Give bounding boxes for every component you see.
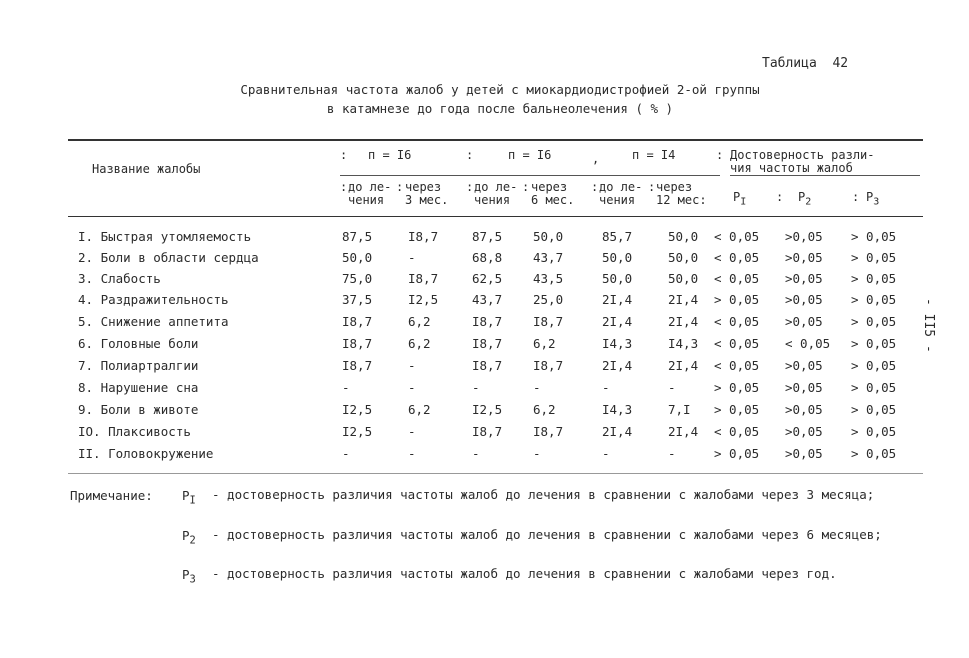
table-number: Таблица 42: [762, 56, 849, 71]
header-before-3b: чения: [599, 193, 636, 207]
header-sep: :: [396, 180, 404, 194]
header-before-2b: чения: [474, 193, 511, 207]
header-sep: :: [591, 180, 599, 194]
page-number: - II5 -: [921, 298, 936, 353]
note-p3-symbol: $P_3$: [182, 567, 196, 586]
table-title-line2: в катамнезе до года после бальнеолечения ( % ): [326, 101, 674, 116]
header-reliability-line2: чия частоты жалоб: [730, 161, 853, 175]
note-p2-symbol: $P_2$: [182, 528, 196, 547]
header-after3b: 3 мес.: [405, 193, 449, 207]
header-complaint-name: Название жалобы: [92, 162, 201, 176]
header-sep: :: [340, 148, 348, 162]
header-n3: п = I4: [632, 148, 676, 162]
header-sep: ,: [592, 152, 600, 166]
note-p1-text: - достоверность различия частоты жалоб до лечения в сравнении с жалобами через 3 месяца;: [212, 487, 875, 502]
table-title-line1: Сравнительная частота жалоб у детей с миокардиодистрофией 2-ой группы: [240, 82, 760, 97]
note-p1-symbol: $P_I$: [182, 488, 196, 507]
header-before-2: до ле-: [474, 180, 518, 194]
header-bottom-rule: [68, 216, 923, 217]
note-p3-text: - достоверность различия частоты жалоб до лечения в сравнении с жалобами через год.: [212, 566, 837, 581]
header-sep: :: [340, 180, 348, 194]
header-sep: :: [522, 180, 530, 194]
header-reliability-line1: Достоверность разли-: [730, 148, 875, 162]
header-p3: $P_3$: [866, 190, 880, 208]
header-divider: [340, 175, 720, 176]
header-sep: :: [852, 190, 860, 204]
header-before-1b: чения: [348, 193, 385, 207]
header-sep: :: [716, 148, 724, 162]
header-after3: через: [405, 180, 442, 194]
header-after12: через: [656, 180, 693, 194]
header-after12b: 12 мес:: [656, 193, 707, 207]
table-bottom-rule: [68, 473, 923, 474]
table-top-rule: [68, 139, 923, 141]
header-p2: $P_2$: [798, 190, 812, 208]
header-before-3: до ле-: [599, 180, 643, 194]
header-after6b: 6 мес.: [531, 193, 575, 207]
header-sep: :: [466, 180, 474, 194]
note-p2-text: - достоверность различия частоты жалоб до лечения в сравнении с жалобами через 6 месяцев;: [212, 527, 882, 542]
header-sep: :: [776, 190, 784, 204]
header-n2: п = I6: [508, 148, 552, 162]
header-after6: через: [531, 180, 568, 194]
header-sep: :: [648, 180, 656, 194]
header-n1: п = I6: [368, 148, 412, 162]
header-sep: :: [466, 148, 474, 162]
document-page: Таблица 42 Сравнительная частота жалоб у детей с миокардиодистрофией 2-ой группы в катамнезе до года после бальнеолечения ( % ) Название жалобы : п = I6 : п = I6 , п = I4 : Достоверность разли- чия частоты жалоб : до ле- чения : через 3 мес. : до ле- чения : через 6 мес. : до ле- чения : через 12 мес: $P_I$ : $P_2$ : $P_3$ I. Быстрая утомляемость 87,5 I8,7 87,5 50,0 85,7 50,0 < 0,05 >0,05 > 0,05 2. Боли в области сердца 50,0 - 68,8 43,7 50,0 50,0 < 0,05 >0,05 > 0,05 3. Слабость 75,0 I8,7 62,5 43,5 50,0 50,0 < 0,05 >0,05 > 0,05 4. Раздражительность 37,5 I2,5 43,7 25,0 2I,4 2I,4 > 0,05 >0,05 > 0,05 5. Снижение аппетита I8,7 6,2 I8,7 I8,7 2I,4 2I,4 < 0,05 >0,05 > 0,05 6. Головные боли I8,7 6,2 I8,7 6,2 I4,3 I4,3 < 0,05 < 0,05 > 0,05 7. Полиартралгии I8,7 - I8,7 I8,7 2I,4 2I,4 < 0,05 >0,05 > 0,05 8. Нарушение сна - - - - - - > 0,05 >0,05 > 0,05 9. Боли в животе I2,5 6,2 I2,5 6,2 I4,3 7,I > 0,05 >0,05 > 0,05 IO. Плаксивость I2,5 - I8,7 I8,7 2I,4 2I,4 < 0,05 >0,05 > 0,05 II. Головокружение - - - - - - > 0,05 >0,05 > 0,05 Примечание: $P_I$ - достоверность различия частоты жалоб до лечения в сравнении с жалобами через 3 месяца; $P_2$ - достоверность различия частоты жалоб до лечения в сравнении с жалобами через 6 месяцев; $P_3$ - достоверность различия частоты жалоб до лечения в сравнении с жалобами через год. - II5 -: [70, 56, 936, 586]
notes-label: Примечание:: [70, 488, 153, 503]
header-before-1: до ле-: [348, 180, 392, 194]
header-divider: [730, 175, 920, 176]
header-p1: $P_I$: [733, 190, 747, 208]
